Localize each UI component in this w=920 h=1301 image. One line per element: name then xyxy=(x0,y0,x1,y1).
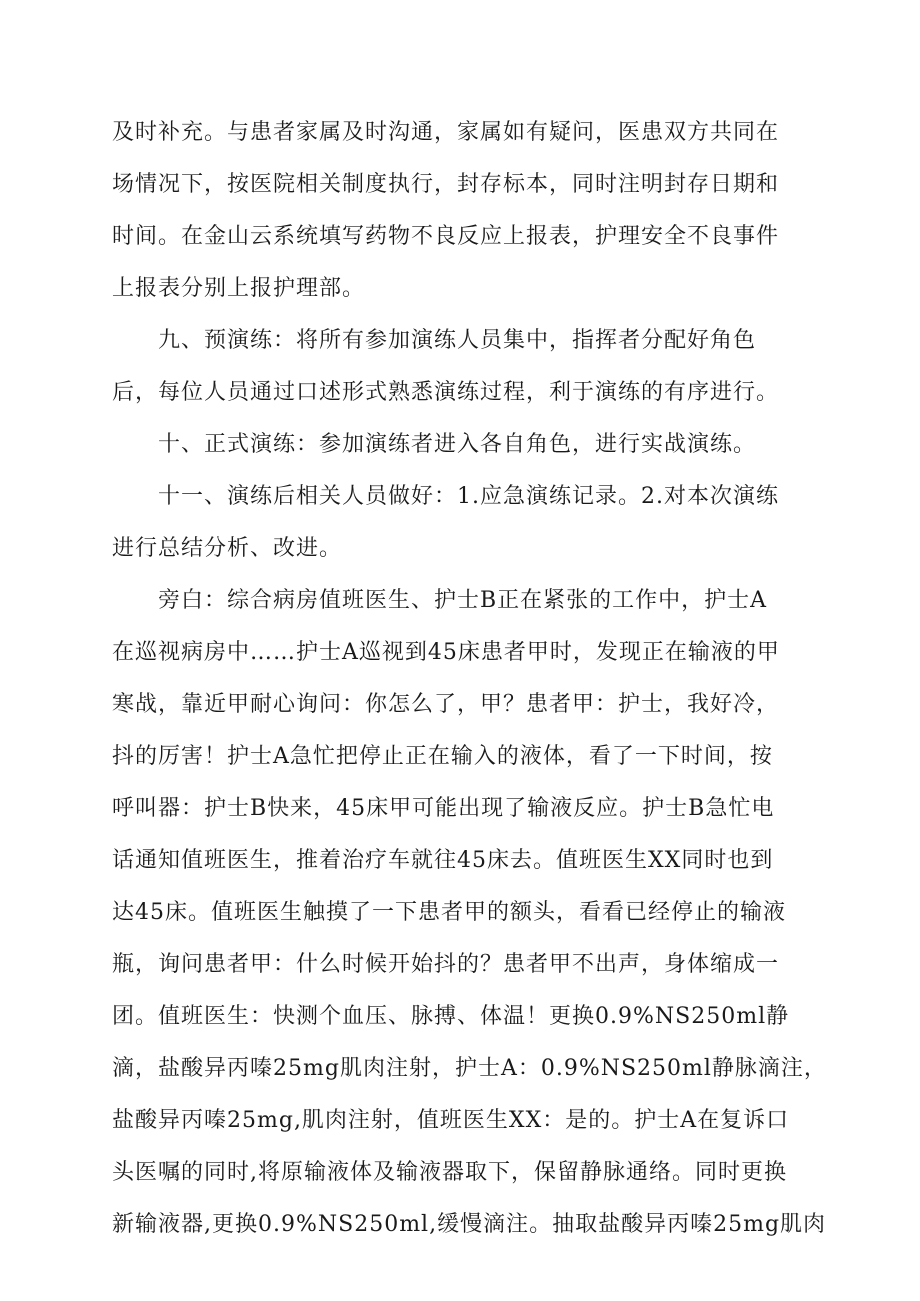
paragraph-start-line: 九、预演练：将所有参加演练人员集中，指挥者分配好角色 xyxy=(158,328,757,353)
text-line: 寒战，靠近甲耐心询问：你怎么了，甲？患者甲：护士，我好冷， xyxy=(112,692,780,717)
text-line: 上报表分别上报护理部。 xyxy=(112,276,366,301)
paragraph-start-line: 十一、演练后相关人员做好：1.应急演练记录。2.对本次演练 xyxy=(158,484,779,509)
text-line: 头医嘱的同时,将原输液体及输液器取下，保留静脉通络。同时更换 xyxy=(112,1160,787,1185)
text-line: 话通知值班医生，推着治疗车就往45床去。值班医生XX同时也到 xyxy=(112,848,774,873)
text-line: 达45床。值班医生触摸了一下患者甲的额头，看看已经停止的输液 xyxy=(112,900,786,925)
text-line: 团。值班医生：快测个血压、脉搏、体温！更换0.9%NS250ml静 xyxy=(112,1004,790,1029)
text-line: 后，每位人员通过口述形式熟悉演练过程，利于演练的有序进行。 xyxy=(112,380,780,405)
text-line: 及时补充。与患者家属及时沟通，家属如有疑问，医患双方共同在 xyxy=(112,120,780,145)
text-line: 滴，盐酸异丙嗪25mg肌肉注射，护士A：0.9%NS250ml静脉滴注， xyxy=(112,1056,827,1081)
text-line: 呼叫器：护士B快来，45床甲可能出现了输液反应。护士B急忙电 xyxy=(112,796,775,821)
text-line: 盐酸异丙嗪25mg,肌肉注射，值班医生XX：是的。护士A在复诉口 xyxy=(112,1108,790,1133)
paragraph-start-line: 十、正式演练：参加演练者进入各自角色，进行实战演练。 xyxy=(158,432,757,457)
text-line: 抖的厉害！护士A急忙把停止正在输入的液体，看了一下时间，按 xyxy=(112,744,773,769)
text-line: 在巡视病房中……护士A巡视到45床患者甲时，发现正在输液的甲 xyxy=(112,640,780,665)
text-line: 新输液器,更换0.9%NS250ml,缓慢滴注。抽取盐酸异丙嗪25mg肌肉 xyxy=(112,1212,827,1237)
text-line: 时间。在金山云系统填写药物不良反应上报表，护理安全不良事件 xyxy=(112,224,780,249)
text-line: 场情况下，按医院相关制度执行，封存标本，同时注明封存日期和 xyxy=(112,172,780,197)
paragraph-start-line: 旁白：综合病房值班医生、护士B正在紧张的工作中，护士A xyxy=(158,588,768,613)
text-line: 进行总结分析、改进。 xyxy=(112,536,343,561)
text-line: 瓶，询问患者甲：什么时候开始抖的？患者甲不出声，身体缩成一 xyxy=(112,952,780,977)
